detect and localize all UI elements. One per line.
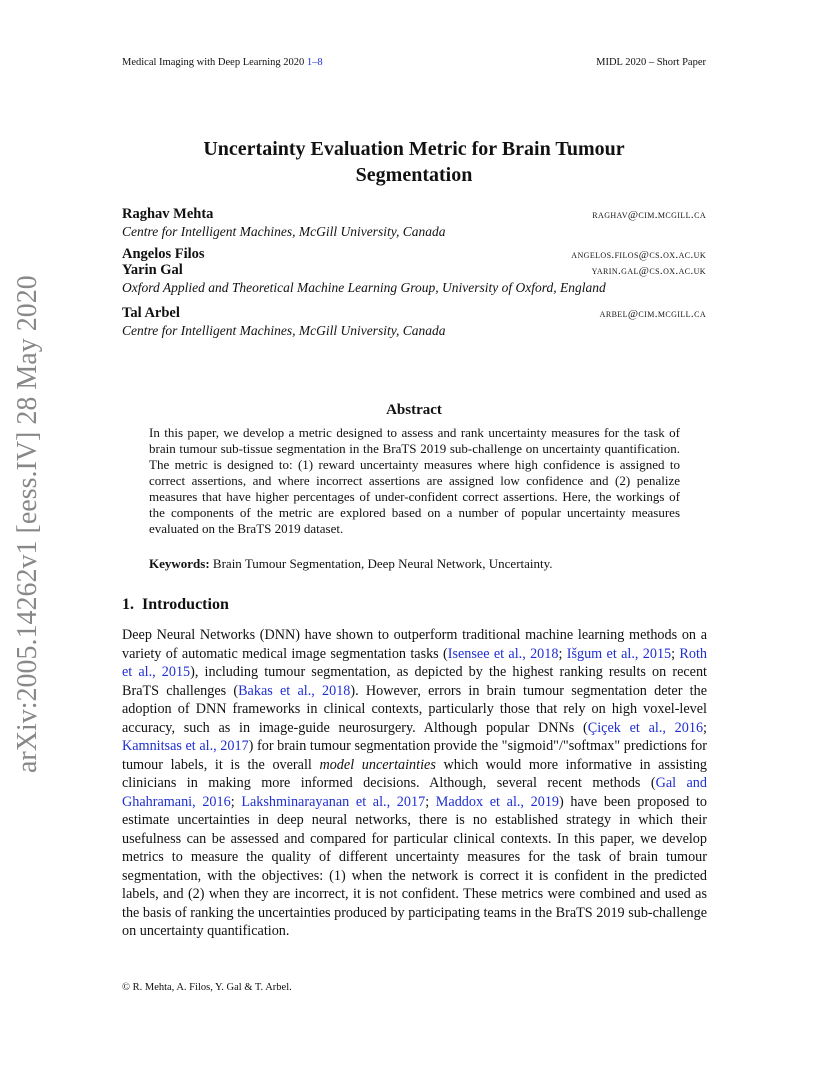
author-email[interactable]: arbel@cim.mcgill.ca: [599, 308, 706, 320]
abstract-heading: Abstract: [386, 402, 442, 418]
keywords: [149, 556, 680, 572]
title-line-1: Uncertainty Evaluation Metric for Brain Tumour: [203, 138, 625, 160]
text-run: ) have been proposed to estimate uncertainties in deep neural networks, there is no established strategy in which their usefulness can be assessed and compared for particular clinical contexts. In this paper, we develop metrics to measure the quality of different uncertainty measures for the task of brain tumour segmentation, with the objectives: (1) when the network is correct it is confident in the predicted labels, and (2) when they are incorrect, it is not confident. These metrics were combined and used as the basis of ranking the uncertainties produced by participating teams in the BraTS 2019 sub-challenge on uncertainty quantification.: [122, 793, 707, 939]
author-name: Yarin Gal: [122, 262, 183, 278]
author-email[interactable]: yarin.gal@cs.ox.ac.uk: [591, 265, 706, 277]
citation-link[interactable]: Çiçek et al., 2016: [587, 719, 704, 736]
section-title: Introduction: [142, 596, 229, 613]
text-run: ;: [425, 793, 436, 810]
author-row: [122, 262, 706, 279]
title-line-2: Segmentation: [355, 164, 473, 186]
text-run: ;: [230, 793, 242, 810]
abstract-body: In this paper, we develop a metric designed to assess and rank uncertainty measures for the task of brain tumour sub-tissue segmentation in the BraTS 2019 sub-challenge on uncertainty quantification. The metric is designed to: (1) reward uncertainty measures where high confidence is assigned to correct assertions, and where incorrect assertions are assigned low confidence and (2) penalize measures that have higher percentages of under-confident correct assertions. Here, the workings of the components of the metric are explored based on a number of popular uncertainty measures evaluated on the BraTS 2019 dataset.: [149, 425, 680, 536]
citation-link[interactable]: Išgum et al., 2015: [566, 645, 672, 662]
citation-link[interactable]: Gal and Ghahramani, 2016: [122, 775, 707, 810]
section-heading: [122, 596, 229, 614]
author-affiliation: Oxford Applied and Theoretical Machine Learning Group, University of Oxford, England: [122, 280, 606, 295]
citation-link[interactable]: Lakshminarayanan et al., 2017: [241, 793, 426, 810]
running-header-right: MIDL 2020 – Short Paper: [596, 57, 706, 68]
author-affiliation: Centre for Intelligent Machines, McGill University, Canada: [122, 323, 446, 338]
text-run: which would more informative in assisting clinicians in making more informed decisions. Although, several recent methods (: [122, 756, 708, 791]
author-name: Tal Arbel: [122, 305, 180, 321]
text-run: ;: [558, 645, 567, 662]
author-name: Raghav Mehta: [122, 206, 214, 222]
citation-link[interactable]: Isensee et al., 2018: [447, 645, 559, 662]
author-row: [122, 206, 706, 223]
text-run: ;: [703, 719, 707, 736]
section-number: 1.: [122, 596, 134, 613]
author-row: [122, 305, 706, 322]
author-row: [122, 246, 706, 263]
copyright-footer: © R. Mehta, A. Filos, Y. Gal & T. Arbel.: [122, 982, 292, 993]
citation-link[interactable]: Bakas et al., 2018: [238, 682, 351, 699]
text-run: ) for brain tumour segmentation provide the "sigmoid"/"softmax" predictions for tumour labels, it is the overall: [122, 738, 707, 773]
running-header-left: [122, 57, 323, 68]
text-run: ). However, errors in brain tumour segmentation deter the adoption of DNN frameworks in clinical contexts, particularly those that rely on high voxel-level accuracy, such as in image-guide neurosurgery. Although popular DNNs (: [122, 682, 708, 736]
emphasis-text: model uncertainties: [319, 756, 436, 773]
arxiv-side-stamp: arXiv:2005.14262v1 [eess.IV] 28 May 2020: [12, 275, 43, 773]
paper-title: [122, 136, 706, 188]
citation-link[interactable]: Kamnitsas et al., 2017: [122, 738, 249, 754]
intro-paragraph: [122, 626, 707, 941]
venue-text: Medical Imaging with Deep Learning 2020: [122, 57, 305, 68]
text-run: ;: [671, 645, 680, 662]
keywords-label: Keywords:: [149, 556, 210, 571]
page-range-link[interactable]: 1–8: [306, 57, 323, 68]
author-email[interactable]: angelos.filos@cs.ox.ac.uk: [571, 249, 706, 261]
citation-link[interactable]: Maddox et al., 2019: [435, 793, 560, 810]
author-name: Angelos Filos: [122, 246, 205, 262]
author-email[interactable]: raghav@cim.mcgill.ca: [592, 209, 706, 221]
text-run: Deep Neural Networks (DNN) have shown to outperform traditional machine learning methods on a variety of automatic medical image segmentation tasks (: [122, 627, 707, 662]
citation-link[interactable]: Roth et al., 2015: [122, 645, 708, 680]
keywords-text: Brain Tumour Segmentation, Deep Neural Network, Uncertainty.: [212, 556, 553, 571]
author-affiliation: Centre for Intelligent Machines, McGill University, Canada: [122, 224, 446, 239]
text-run: ), including tumour segmentation, as depicted by the highest ranking results on recent BraTS challenges (: [122, 664, 707, 699]
